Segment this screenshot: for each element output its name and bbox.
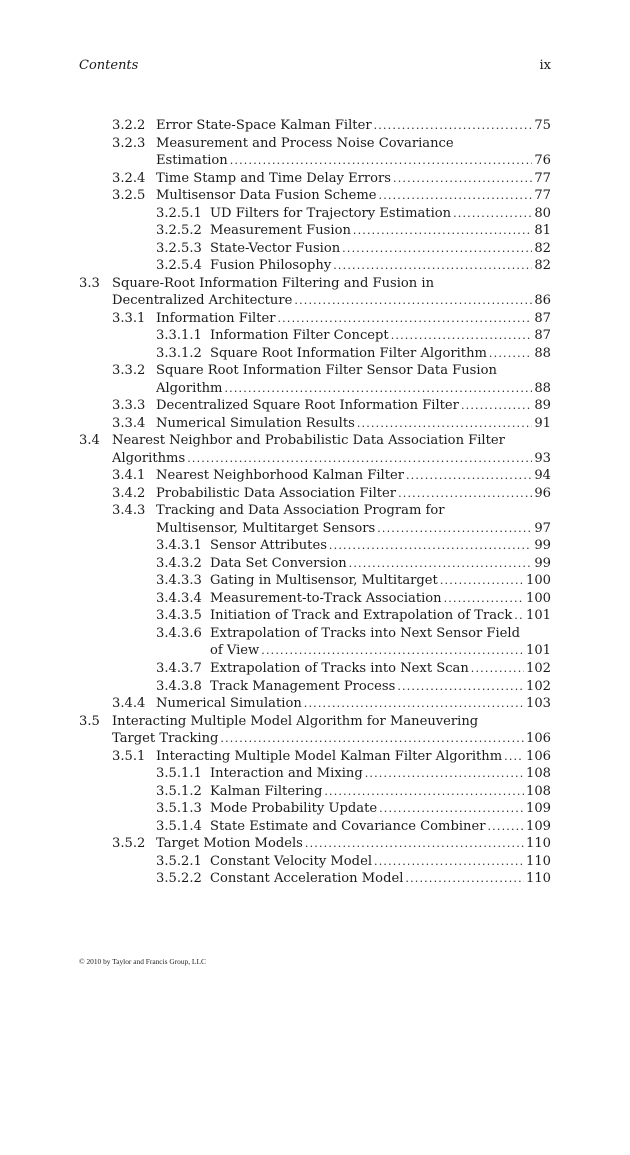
toc-line <box>79 240 551 258</box>
toc-line <box>79 450 551 468</box>
toc-line <box>79 152 551 170</box>
toc-entry[interactable] <box>79 485 551 503</box>
toc-page-number: 102 <box>526 660 551 676</box>
dot-leader <box>471 660 524 678</box>
toc-entry-title: Error State-Space Kalman Filter <box>156 118 372 133</box>
toc-entry-title: Sensor Attributes <box>210 538 327 554</box>
toc-entry-number: 3.3.2 <box>112 363 146 379</box>
dot-leader <box>224 380 532 398</box>
toc-page-number: 100 <box>526 590 551 606</box>
toc-line <box>79 537 551 555</box>
toc-entry-title: Extrapolation of Tracks into Next Scan <box>210 660 469 676</box>
toc-page-number: 81 <box>534 223 551 239</box>
toc-entry[interactable] <box>79 275 551 310</box>
dot-leader <box>357 415 532 433</box>
toc-entry-title: Measurement Fusion <box>210 223 351 239</box>
dot-leader <box>374 853 524 871</box>
toc-line <box>79 660 551 678</box>
toc-entry[interactable] <box>79 765 551 783</box>
toc-page-number: 86 <box>534 293 551 309</box>
toc-entry[interactable] <box>79 537 551 555</box>
toc-entry-number: 3.3 <box>79 275 100 291</box>
toc-entry-number: 3.2.5.2 <box>156 223 202 239</box>
dot-leader <box>187 450 532 468</box>
toc-entry-title: Kalman Filtering <box>210 783 323 799</box>
toc-entry-number: 3.2.5.4 <box>156 258 202 274</box>
toc-entry-number: 3.4.3.3 <box>156 573 202 589</box>
toc-page-number: 110 <box>526 836 551 852</box>
toc-entry-title: Numerical Simulation <box>156 696 302 712</box>
toc-line <box>79 625 551 643</box>
toc-entry-title: Fusion Philosophy <box>210 258 332 274</box>
toc-line <box>79 695 551 713</box>
dot-leader <box>379 187 533 205</box>
toc-line <box>79 415 551 433</box>
toc-entry-title: Time Stamp and Time Delay Errors <box>156 170 392 186</box>
toc-entry-number: 3.5.1 <box>112 748 146 764</box>
toc-line <box>79 275 551 293</box>
toc-entry[interactable] <box>79 835 551 853</box>
toc-page-number: 77 <box>534 170 551 186</box>
toc-line <box>79 380 551 398</box>
toc-page-number: 91 <box>534 415 551 431</box>
toc-entry[interactable] <box>79 345 551 363</box>
toc-page-number: 88 <box>534 345 551 361</box>
toc-entry-title: Tracking and Data Association Program for <box>156 503 445 519</box>
toc-page-number: 82 <box>534 240 551 256</box>
toc-entry-title: Nearest Neighborhood Kalman Filter <box>156 468 404 484</box>
toc-entry-number: 3.5.1.2 <box>156 783 202 799</box>
toc-entry-title: Decentralized Architecture <box>112 293 293 309</box>
toc-entry-title: Square-Root Information Filtering and Fusion in <box>112 275 435 291</box>
toc-entry[interactable] <box>79 590 551 608</box>
dot-leader <box>294 292 532 310</box>
toc-entry-title: Data Set Conversion <box>210 555 347 571</box>
toc-line <box>79 257 551 275</box>
toc-line <box>79 765 551 783</box>
toc-entry-title: Constant Acceleration Model <box>210 871 404 887</box>
toc-entry-number: 3.4.3.8 <box>156 678 202 694</box>
toc-entry-number: 3.3.1.2 <box>156 345 202 361</box>
toc-line <box>79 607 551 625</box>
toc-page-number: 87 <box>534 328 551 344</box>
toc-page-number: 96 <box>534 485 551 501</box>
dot-leader <box>514 607 524 625</box>
dot-leader <box>444 590 524 608</box>
toc-entry-title: Multisensor Data Fusion Scheme <box>156 188 377 204</box>
toc-line <box>79 205 551 223</box>
toc-entry[interactable] <box>79 748 551 766</box>
toc-entry[interactable] <box>79 415 551 433</box>
toc-entry-title: Information Filter <box>156 310 276 326</box>
dot-leader <box>489 345 532 363</box>
toc-line <box>79 590 551 608</box>
toc-page-number: 103 <box>526 696 551 712</box>
toc-page-number: 99 <box>534 538 551 554</box>
toc-page-number: 88 <box>534 380 551 396</box>
toc-line <box>79 362 551 380</box>
toc-line <box>79 853 551 871</box>
toc-line <box>79 642 551 660</box>
dot-leader <box>397 678 524 696</box>
toc-line <box>79 800 551 818</box>
toc-line <box>79 678 551 696</box>
toc-line <box>79 870 551 888</box>
toc-entry-title: of View <box>210 643 260 659</box>
dot-leader <box>377 520 532 538</box>
toc-entry[interactable] <box>79 853 551 871</box>
dot-leader <box>405 870 524 888</box>
toc-entry-title: Decentralized Square Root Information Filter <box>156 398 459 414</box>
toc-entry-number: 3.4.4 <box>112 696 146 712</box>
dot-leader <box>342 240 532 258</box>
toc-line <box>79 555 551 573</box>
toc-entry-title: Gating in Multisensor, Multitarget <box>210 573 438 589</box>
toc-line <box>79 222 551 240</box>
toc-entry-title: Extrapolation of Tracks into Next Sensor Field <box>210 625 521 641</box>
toc-entry-number: 3.4.2 <box>112 485 146 501</box>
toc-entry[interactable] <box>79 240 551 258</box>
toc-page-number: 101 <box>526 608 551 624</box>
toc-entry-number: 3.3.1 <box>112 310 146 326</box>
toc-entry-title: Estimation <box>156 153 228 169</box>
dot-leader <box>406 467 532 485</box>
toc-line <box>79 292 551 310</box>
dot-leader <box>504 748 524 766</box>
toc-line <box>79 310 551 328</box>
toc-page-number: 77 <box>534 188 551 204</box>
toc-entry-number: 3.4.1 <box>112 468 146 484</box>
toc-line <box>79 520 551 538</box>
toc-line <box>79 502 551 520</box>
toc-page-number: 94 <box>534 468 551 484</box>
toc-line <box>79 170 551 188</box>
toc-entry-title: State-Vector Fusion <box>210 240 341 256</box>
toc-page-number: 89 <box>534 398 551 414</box>
toc-entry-number: 3.2.3 <box>112 135 146 151</box>
toc-line <box>79 467 551 485</box>
toc-page-number: 106 <box>526 748 551 764</box>
toc-entry-title: State Estimate and Covariance Combiner <box>210 818 486 834</box>
toc-entry[interactable] <box>79 870 551 888</box>
toc-entry-number: 3.5.2.1 <box>156 853 202 869</box>
toc-entry-title: Initiation of Track and Extrapolation of Track <box>210 608 513 624</box>
toc-line <box>79 713 551 731</box>
toc-entry-number: 3.4.3.5 <box>156 608 202 624</box>
toc-line <box>79 397 551 415</box>
toc-entry[interactable] <box>79 362 551 397</box>
toc-page-number: 106 <box>526 731 551 747</box>
toc-entry[interactable] <box>79 695 551 713</box>
toc-entry[interactable] <box>79 432 551 467</box>
header-page-number: ix <box>539 58 551 73</box>
toc-entry-title: Mode Probability Update <box>210 801 378 817</box>
table-of-contents <box>79 117 551 888</box>
toc-entry-number: 3.4.3.4 <box>156 590 202 606</box>
toc-entry-number: 3.5.2.2 <box>156 871 202 887</box>
toc-entry-number: 3.2.5 <box>112 188 146 204</box>
toc-entry[interactable] <box>79 625 551 660</box>
toc-page-number: 80 <box>534 205 551 221</box>
dot-leader <box>487 818 524 836</box>
toc-entry-title: Algorithm <box>156 380 223 396</box>
toc-entry-number: 3.3.1.1 <box>156 328 202 344</box>
toc-entry[interactable] <box>79 205 551 223</box>
toc-entry-title: Numerical Simulation Results <box>156 415 355 431</box>
toc-entry-title: Target Motion Models <box>156 836 303 852</box>
toc-entry[interactable] <box>79 397 551 415</box>
toc-line <box>79 818 551 836</box>
dot-leader <box>353 222 532 240</box>
toc-entry-title: Measurement and Process Noise Covariance <box>156 135 454 151</box>
dot-leader <box>261 642 524 660</box>
toc-entry[interactable] <box>79 783 551 801</box>
toc-entry[interactable] <box>79 660 551 678</box>
dot-leader <box>304 695 524 713</box>
toc-line <box>79 783 551 801</box>
toc-entry-number: 3.3.4 <box>112 415 146 431</box>
dot-leader <box>440 572 524 590</box>
toc-entry-number: 3.2.4 <box>112 170 146 186</box>
toc-page-number: 99 <box>534 555 551 571</box>
toc-page-number: 108 <box>526 766 551 782</box>
toc-entry[interactable] <box>79 187 551 205</box>
toc-page-number: 82 <box>534 258 551 274</box>
toc-entry[interactable] <box>79 607 551 625</box>
toc-entry-title: Interaction and Mixing <box>210 766 363 782</box>
toc-line <box>79 432 551 450</box>
toc-entry-number: 3.2.2 <box>112 118 146 133</box>
toc-entry[interactable] <box>79 555 551 573</box>
toc-entry[interactable] <box>79 502 551 537</box>
toc-entry-number: 3.4.3.7 <box>156 660 202 676</box>
toc-entry[interactable] <box>79 257 551 275</box>
toc-entry-title: Square Root Information Filter Algorithm <box>210 345 487 361</box>
toc-entry-title: Constant Velocity Model <box>210 853 373 869</box>
toc-entry[interactable] <box>79 135 551 170</box>
dot-leader <box>461 397 532 415</box>
dot-leader <box>329 537 532 555</box>
toc-entry-number: 3.3.3 <box>112 398 146 414</box>
toc-line <box>79 345 551 363</box>
toc-entry-number: 3.2.5.1 <box>156 205 202 221</box>
toc-entry-number: 3.4 <box>79 433 100 449</box>
toc-page-number: 100 <box>526 573 551 589</box>
toc-entry[interactable] <box>79 170 551 188</box>
toc-page-number: 109 <box>526 801 551 817</box>
toc-page-number: 75 <box>534 118 551 133</box>
toc-page-number: 101 <box>526 643 551 659</box>
toc-page-number: 87 <box>534 310 551 326</box>
toc-page-number: 93 <box>534 450 551 466</box>
toc-entry-title: Measurement-to-Track Association <box>210 590 442 606</box>
toc-entry[interactable] <box>79 800 551 818</box>
toc-line <box>79 572 551 590</box>
dot-leader <box>374 117 533 135</box>
toc-entry-number: 3.5.1.4 <box>156 818 202 834</box>
dot-leader <box>349 555 533 573</box>
toc-entry-title: Track Management Process <box>210 678 396 694</box>
toc-page-number: 110 <box>526 853 551 869</box>
toc-line <box>79 187 551 205</box>
toc-entry[interactable] <box>79 310 551 328</box>
toc-line <box>79 327 551 345</box>
dot-leader <box>393 170 532 188</box>
dot-leader <box>391 327 533 345</box>
toc-entry-title: Information Filter Concept <box>210 328 389 344</box>
toc-page-number: 102 <box>526 678 551 694</box>
dot-leader <box>305 835 524 853</box>
toc-page-number: 110 <box>526 871 551 887</box>
toc-entry-title: Square Root Information Filter Sensor Data Fusion <box>156 363 497 379</box>
toc-line <box>79 117 551 135</box>
toc-entry[interactable] <box>79 327 551 345</box>
toc-entry[interactable] <box>79 222 551 240</box>
toc-entry-title: Multisensor, Multitarget Sensors <box>156 520 376 536</box>
toc-entry[interactable] <box>79 678 551 696</box>
toc-entry[interactable] <box>79 572 551 590</box>
dot-leader <box>333 257 532 275</box>
toc-entry-number: 3.4.3.6 <box>156 625 202 641</box>
toc-entry-number: 3.4.3 <box>112 503 146 519</box>
toc-entry-number: 3.4.3.2 <box>156 555 202 571</box>
header-title: Contents <box>79 58 139 73</box>
toc-entry-title: Interacting Multiple Model Algorithm for Maneuvering <box>112 713 479 729</box>
dot-leader <box>379 800 524 818</box>
toc-entry[interactable] <box>79 818 551 836</box>
copyright-footer: © 2010 by Taylor and Francis Group, LLC <box>79 957 206 966</box>
toc-line <box>79 748 551 766</box>
dot-leader <box>324 783 524 801</box>
toc-entry[interactable] <box>79 467 551 485</box>
toc-entry-number: 3.5.2 <box>112 836 146 852</box>
toc-entry-number: 3.5.1.1 <box>156 766 202 782</box>
toc-page-number: 109 <box>526 818 551 834</box>
toc-entry[interactable] <box>79 117 551 135</box>
dot-leader <box>365 765 524 783</box>
toc-entry-title: Probabilistic Data Association Filter <box>156 485 397 501</box>
toc-entry-number: 3.5.1.3 <box>156 801 202 817</box>
toc-line <box>79 485 551 503</box>
toc-entry-title: Target Tracking <box>112 731 219 747</box>
dot-leader <box>230 152 533 170</box>
toc-entry-title: Nearest Neighbor and Probabilistic Data Association Filter <box>112 433 505 449</box>
running-header <box>79 58 551 73</box>
toc-entry-number: 3.5 <box>79 713 100 729</box>
toc-page-number: 97 <box>534 520 551 536</box>
toc-entry-number: 3.4.3.1 <box>156 538 202 554</box>
dot-leader <box>277 310 532 328</box>
dot-leader <box>453 205 532 223</box>
toc-entry-number: 3.2.5.3 <box>156 240 202 256</box>
toc-page-number: 108 <box>526 783 551 799</box>
dot-leader <box>398 485 532 503</box>
toc-line <box>79 135 551 153</box>
toc-line <box>79 730 551 748</box>
toc-entry-title: Interacting Multiple Model Kalman Filter Algorithm <box>156 748 503 764</box>
dot-leader <box>220 730 524 748</box>
toc-entry-title: UD Filters for Trajectory Estimation <box>210 205 452 221</box>
toc-page-number: 76 <box>534 153 551 169</box>
toc-entry-title: Algorithms <box>112 450 186 466</box>
toc-entry[interactable] <box>79 713 551 748</box>
toc-line <box>79 835 551 853</box>
